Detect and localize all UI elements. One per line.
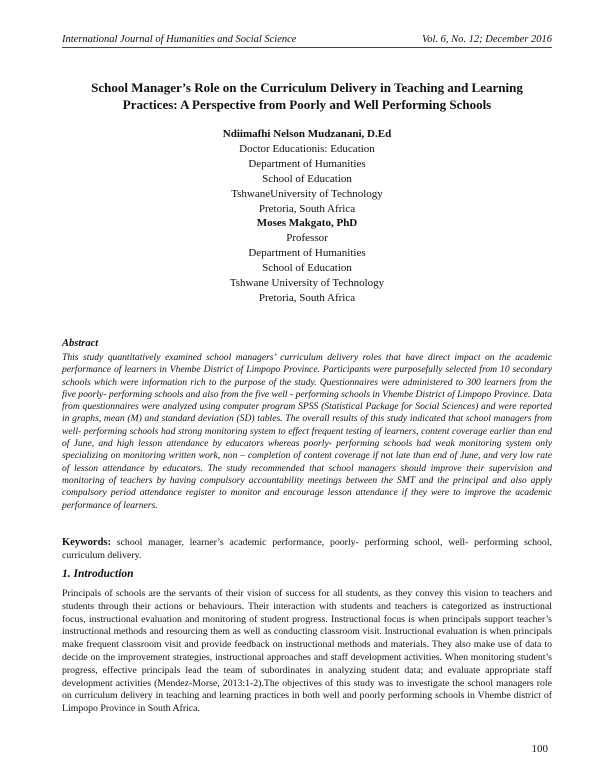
title-line-1: School Manager’s Role on the Curriculum Delivery in Teaching and Learning xyxy=(91,80,523,95)
running-header xyxy=(62,34,552,48)
keywords-label: Keywords: xyxy=(62,537,111,548)
abstract-heading: Abstract xyxy=(62,338,99,349)
title-line-2: Practices: A Perspective from Poorly and Well Performing Schools xyxy=(122,97,492,112)
author-name: Moses Makgato, PhD xyxy=(256,217,358,229)
author-affiliation-line: Tshwane University of Technology xyxy=(229,277,385,289)
abstract-body: This study quantitatively examined school managers’ curriculum delivery roles that have direct impact on the academic performance of learners in Vhembe District of Limpopo Province. Participants were purposefully selected from 10 secondary schools which were information rich to the purpose of the study. Questionnaires were administered to 300 learners from the five poorly- performing schools and also from the five well - performing schools in Vhembe District of Limpopo Province. Data from questionnaires were analyzed using computer program SPSS (Statistical Package for Social Sciences) and were reported in graphs, mean (M) and standard deviation (SD) tables. The overall results of this study indicated that school managers from well- performing schools had strong monitoring system to effect frequent testing of learners, content coverage earlier than end of June, and high lesson attendance by educators whereas poorly- performing schools had weak monitoring system only specializing on monitoring written work, non – completion of content coverage if not late than end of June, and very low rate of lesson attendance by educators. The study recommended that school managers should improve their supervision and monitoring of teachers by having compulsory accountability meetings between the SMT and the principal and also apply compulsory period attendance register to monitor and encourage lesson attendance if they were to improve the academic performance of learners. xyxy=(62,352,552,511)
author-block-1 xyxy=(62,127,552,217)
author-affiliation-line: Department of Humanities xyxy=(248,247,366,259)
paper-title xyxy=(62,79,552,113)
author-name: Ndiimafhi Nelson Mudzanani, D.Ed xyxy=(222,128,392,140)
author-affiliation-line: TshwaneUniversity of Technology xyxy=(231,188,383,200)
author-affiliation-line: Doctor Educationis: Education xyxy=(239,143,375,155)
author-affiliation-line: School of Education xyxy=(262,173,352,185)
author-affiliation-line: Department of Humanities xyxy=(248,158,366,170)
section-heading-introduction: 1. Introduction xyxy=(62,568,134,580)
author-affiliation-line: Pretoria, South Africa xyxy=(258,203,356,215)
keywords-text: school manager, learner’s academic performance, poorly- performing school, well- performing school, curriculum delivery. xyxy=(62,537,552,561)
volume-info: Vol. 6, No. 12; December 2016 xyxy=(421,34,552,45)
author-affiliation-line: Professor xyxy=(286,232,328,244)
journal-name: International Journal of Humanities and Social Science xyxy=(62,34,297,45)
author-affiliation-line: School of Education xyxy=(262,262,352,274)
introduction-body: Principals of schools are the servants of their vision of success for all students, as they convey this vision to teachers and students through their actions or behaviours. Their interaction with students and teachers is categorized as instructional focus, instructional evaluation and monitoring of student progress. Instructional focus is when principals support teacher’s instructional methods and resourcing them as well as conducting classroom visit. Instructional evaluation is when principals make frequent classroom visit and provide feedback on instructional methods and materials. They also make use of data to decide on the improvement strategies, instructional approaches and staff development activities. When monitoring student’s progress, effective principals lead the team of subordinates in analyzing student data; and evaluate appropriate staff development activities (Mendez-Morse, 2013:1-2).The objectives of this study was to investigate the school managers role on curriculum delivery in teaching and learning practices in both well and poorly performing schools in Vhembe district of Limpopo Province in South Africa. xyxy=(62,588,552,715)
keywords xyxy=(62,536,552,562)
author-block-2 xyxy=(62,216,552,306)
author-affiliation-line: Pretoria, South Africa xyxy=(258,292,356,304)
page-number: 100 xyxy=(531,743,548,755)
